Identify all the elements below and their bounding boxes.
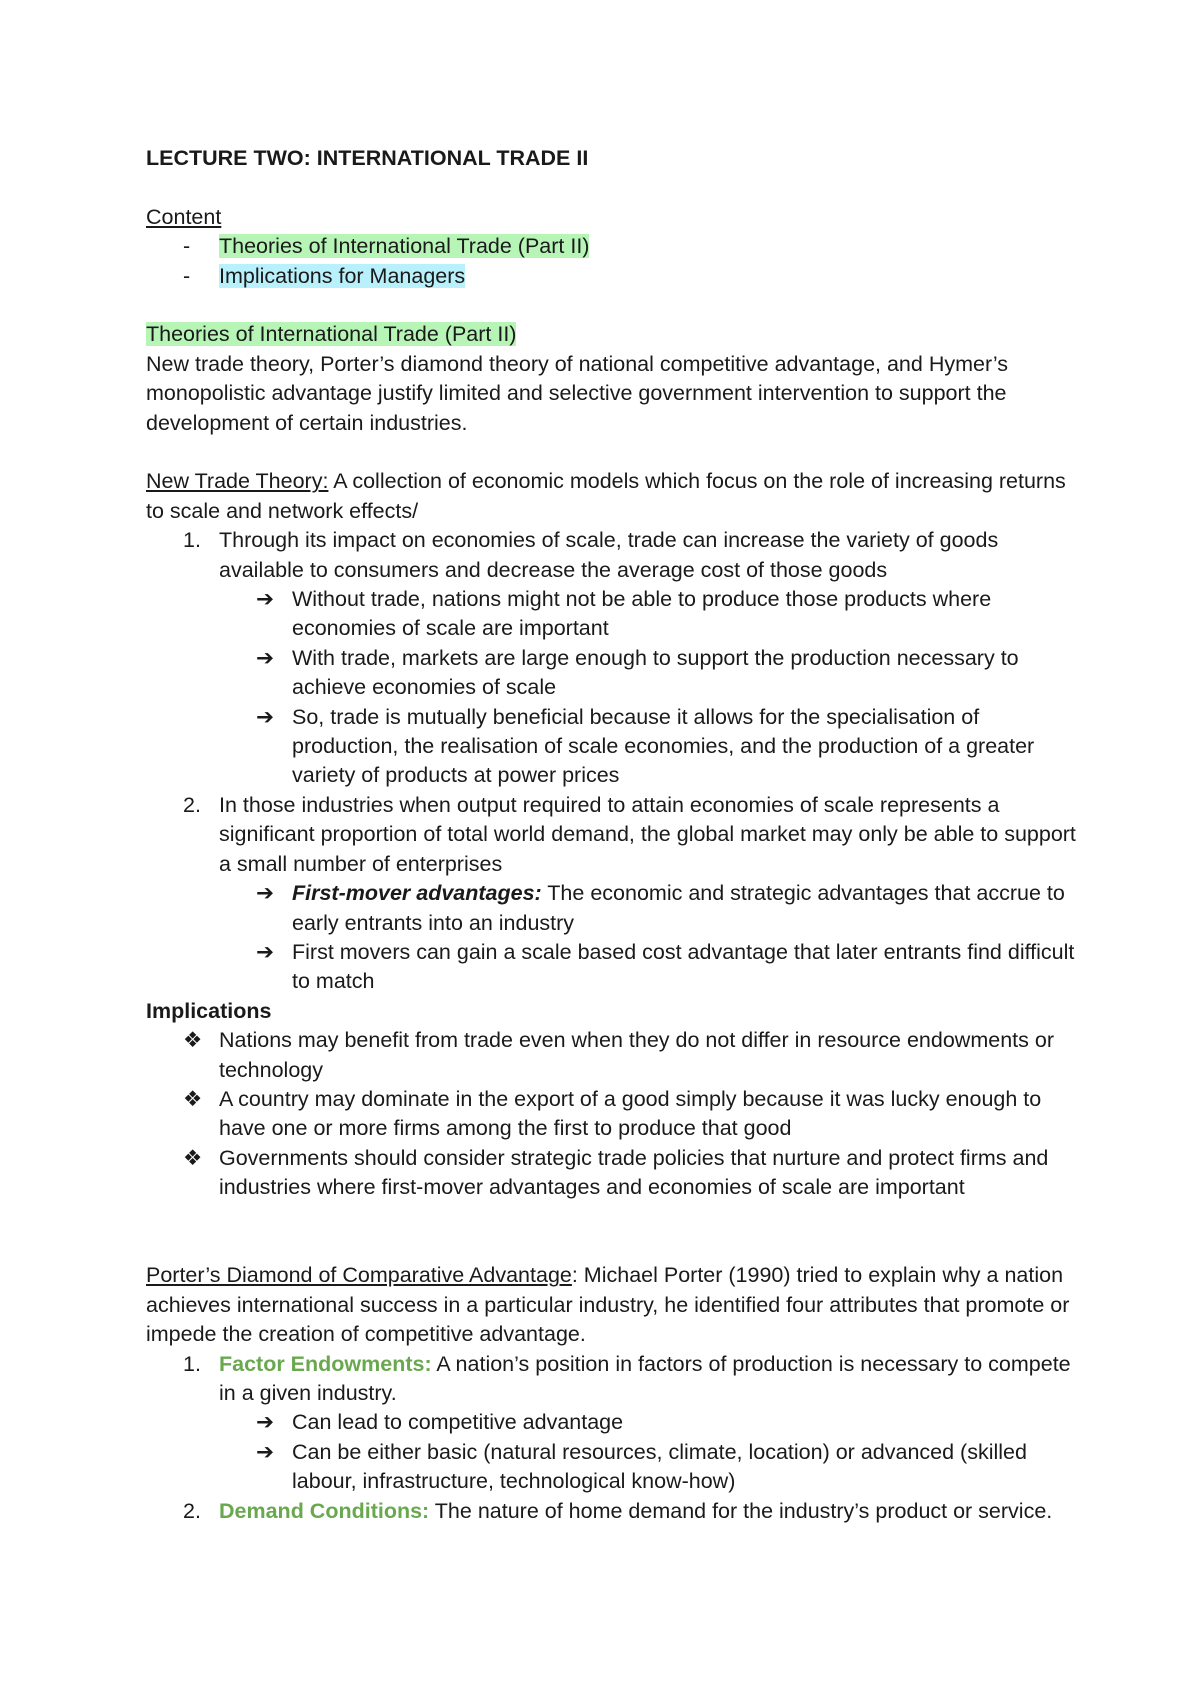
arrow-icon: ➔ [256, 1410, 275, 1435]
arrow-item: ➔ First movers can gain a scale based cost advantage that later entrants find difficult to match [256, 939, 1075, 994]
arrow-icon: ➔ [256, 881, 275, 906]
numbered-item: 2. Demand Conditions: The nature of home demand for the industry’s product or service. [183, 1498, 1053, 1523]
diamond-bullet-item: ❖ A country may dominate in the export of a good simply because it was lucky enough to have one or more firms among the first to produce that good [183, 1086, 1042, 1141]
numbered-item: 2. In those industries when output required to attain economies of scale represents a significant proportion of total world demand, the global market may only be able to support a small number of enterprises [183, 792, 1076, 876]
numbered-item: 1. Through its impact on economies of scale, trade can increase the variety of goods available to consumers and decrease the average cost of those goods [183, 528, 999, 582]
arrow-item: ➔ So, trade is mutually beneficial because it allows for the specialisation of production, the realisation of scale economies, and the production of a greater variety of products at power prices [256, 704, 1035, 788]
arrow-icon: ➔ [256, 704, 275, 729]
diamond-bullet-icon: ❖ [183, 1028, 203, 1053]
arrow-item: ➔ With trade, markets are large enough to support the production necessary to achieve economies of scale [256, 645, 1019, 700]
diamond-bullet-icon: ❖ [183, 1086, 203, 1111]
porter-definition: Porter’s Diamond of Comparative Advantage: Michael Porter (1990) tried to explain why a nation achieves international success in a particular industry, he identified four attributes that promote or impede the creation of competitive advantage. [146, 1263, 1070, 1347]
arrow-item: ➔ Can be either basic (natural resources, climate, location) or advanced (skilled labour, infrastructure, technological know-how) [256, 1439, 1027, 1494]
page-title: LECTURE TWO: INTERNATIONAL TRADE II [146, 146, 589, 170]
diamond-bullet-icon: ❖ [183, 1145, 203, 1170]
arrow-icon: ➔ [256, 1439, 275, 1464]
section-heading: Theories of International Trade (Part II) [146, 322, 517, 347]
arrow-icon: ➔ [256, 645, 275, 670]
arrow-item: ➔ Without trade, nations might not be able to produce those products where economies of scale are important [256, 587, 992, 641]
document-body [146, 144, 1076, 1526]
content-item: - Theories of International Trade (Part II) [183, 234, 590, 259]
new-trade-theory-definition: New Trade Theory: A collection of economic models which focus on the role of increasing returns to scale and network effects/ [146, 469, 1066, 523]
arrow-icon: ➔ [256, 587, 275, 612]
implications-heading: Implications [146, 998, 272, 1023]
diamond-bullet-item: ❖ Governments should consider strategic trade policies that nurture and protect firms and industries where first-mover advantages and economies of scale are important [183, 1145, 1049, 1200]
section-intro: New trade theory, Porter’s diamond theory of national competitive advantage, and Hymer’s monopolistic advantage justify limited and selective government intervention to support the development of certain industries. [146, 351, 1009, 435]
arrow-icon: ➔ [256, 939, 275, 964]
arrow-item: ➔ Can lead to competitive advantage [146, 1408, 1076, 1437]
content-item: - Implications for Managers [183, 263, 466, 288]
content-heading: Content [146, 204, 222, 229]
diamond-bullet-item: ❖ Nations may benefit from trade even when they do not differ in resource endowments or technology [183, 1028, 1054, 1082]
arrow-item: ➔ First-mover advantages: The economic and strategic advantages that accrue to early entrants into an industry [256, 881, 1065, 935]
numbered-item: 1. Factor Endowments: A nation’s position in factors of production is necessary to compete in a given industry. [183, 1351, 1071, 1405]
